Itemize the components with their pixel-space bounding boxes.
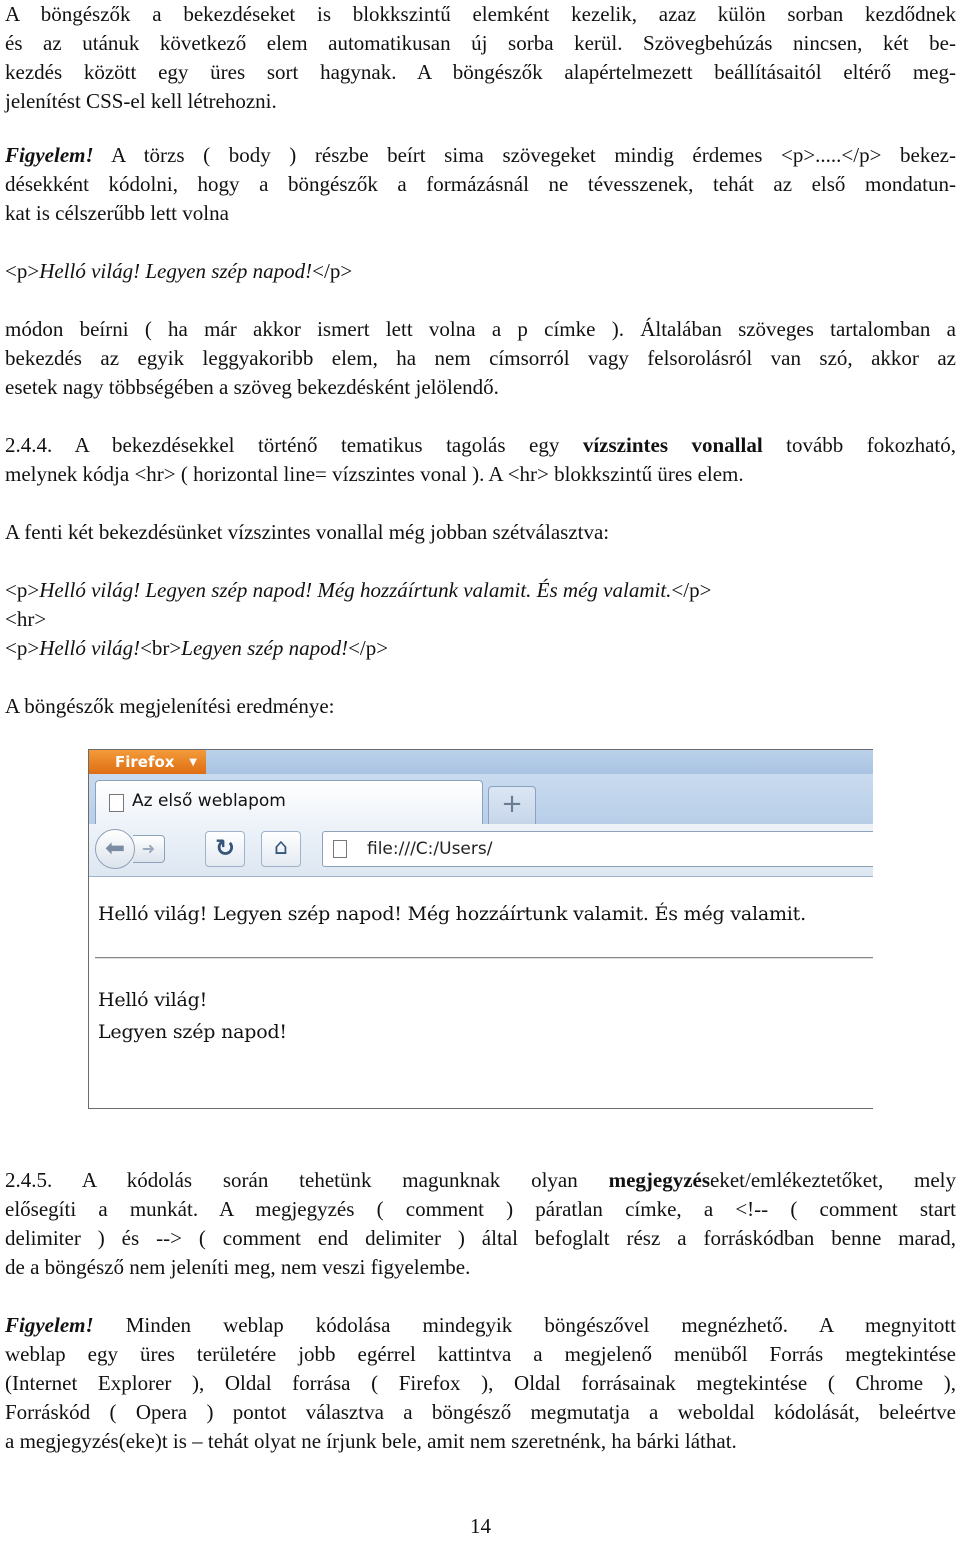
text-line: jelenítést CSS-el kell létrehozni. (5, 89, 277, 113)
code-tag: <hr> (5, 607, 47, 631)
text-line: Forráskód ( Opera ) pontot választva a böngésző megmutatja a weboldal kódolását, beleértve (5, 1400, 956, 1424)
dropdown-arrow-icon: ▼ (189, 757, 197, 768)
code-example-paragraph (5, 257, 956, 286)
back-button[interactable]: ⬅ (95, 829, 135, 869)
paragraph-warning-source (5, 1311, 956, 1456)
text-line: A törzs ( body ) részbe beírt sima szövegeket mindig érdemes <p>.....</p> bekez- (93, 143, 956, 167)
code-text: Helló világ! (39, 636, 141, 660)
browser-titlebar (89, 750, 873, 774)
page-icon (333, 840, 347, 858)
page-number: 14 (470, 1514, 491, 1538)
browser-content (89, 877, 873, 1108)
rendered-paragraph-1: Helló világ! Legyen szép napod! Még hozzáírtunk valamit. És még valamit. (98, 903, 806, 925)
paragraph-result-intro (5, 692, 956, 721)
bold-term: vízszintes vonallal (582, 433, 763, 457)
navigation-toolbar (89, 824, 873, 877)
code-tag: </p> (312, 259, 353, 283)
text-line: (Internet Explorer ), Oldal forrása ( Firefox ), Oldal forrásainak megtekintése ( Chrome ), (5, 1371, 956, 1395)
code-text: Legyen szép napod! (181, 636, 349, 660)
code-text: Helló világ! Legyen szép napod! Még hozzáírtunk valamit. És még valamit. (39, 578, 672, 602)
browser-screenshot (88, 749, 873, 1109)
bold-term: megjegyzés (608, 1168, 711, 1192)
text-run: tovább fokozható, (762, 433, 956, 457)
code-tag: <p> (5, 636, 40, 660)
rendered-horizontal-rule (95, 957, 873, 959)
paragraph-block-elements (5, 0, 956, 116)
reload-button[interactable]: ↻ (205, 831, 245, 867)
text-line: de a böngésző nem jeleníti meg, nem veszi figyelembe. (5, 1255, 471, 1279)
warning-label: Figyelem! (5, 1313, 94, 1337)
text-line: módon beírni ( ha már akkor ismert lett volna a p címke ). Általában szöveges tartalomban a (5, 317, 956, 341)
code-tag: <p> (5, 578, 40, 602)
rendered-paragraph-2-line-1: Helló világ! (98, 989, 208, 1011)
section-2-4-5 (5, 1166, 956, 1282)
text-line: désekként kódolni, hogy a böngészők a formázásnál ne tévesszenek, tehát az első mondatun- (5, 172, 956, 196)
text-line: bekezdés az egyik leggyakoribb elem, ha nem címsorról vagy felsorolásról van szó, akkor az (5, 346, 956, 370)
tab-strip (89, 774, 873, 824)
code-tag: </p> (671, 578, 712, 602)
forward-button[interactable]: ➜ (133, 835, 165, 863)
page-icon (109, 794, 124, 812)
paragraph-hr-intro (5, 518, 956, 547)
section-2-4-4 (5, 431, 956, 489)
text-line: A böngészők a bekezdéseket is blokkszintű elemként kezelik, azaz külön sorban kezdődnek (5, 2, 956, 26)
text-line: elősegíti a munkát. A megjegyzés ( comment ) páratlan címke, a <!-- ( comment start (5, 1197, 956, 1221)
url-text: file:///C:/Users/ (367, 839, 493, 859)
text-run: 2.4.5. A kódolás során tehetünk magunknak olyan (5, 1168, 609, 1192)
text-line: esetek nagy többségében a szöveg bekezdésként jelölendő. (5, 375, 499, 399)
text-line: weblap egy üres területére jobb egérrel kattintva a megjelenő menüből Forrás megtekintése (5, 1342, 956, 1366)
rendered-paragraph-2-line-2: Legyen szép napod! (98, 1021, 287, 1043)
text-line: kezdés között egy üres sort hagynak. A böngészők alapértelmezett beállításaitól eltérő meg- (5, 60, 956, 84)
paragraph-p-tag-usage (5, 315, 956, 402)
url-bar[interactable] (322, 831, 873, 867)
home-button[interactable]: ⌂ (261, 831, 301, 867)
text-run: 2.4.4. A bekezdésekkel történő tematikus tagolás egy (5, 433, 583, 457)
tab-title: Az első weblapom (132, 791, 286, 811)
code-text: Helló világ! Legyen szép napod! (39, 259, 313, 283)
code-tag: <br> (140, 636, 182, 660)
text-line: A böngészők megjelenítési eredménye: (5, 694, 335, 718)
new-tab-button[interactable]: + (488, 786, 536, 824)
code-example-hr (5, 576, 956, 663)
text-run: eket/emlékeztetőket, mely (710, 1168, 956, 1192)
text-line: kat is célszerűbb lett volna (5, 201, 229, 225)
paragraph-warning-body (5, 141, 956, 228)
tab-active[interactable] (95, 780, 483, 824)
text-run: Minden weblap kódolása mindegyik böngészővel megnézhető. A megnyitott (93, 1313, 956, 1337)
code-tag: </p> (348, 636, 389, 660)
warning-label: Figyelem! (5, 143, 94, 167)
text-line: a megjegyzés(eke)t is – tehát olyat ne írjunk bele, amit nem szeretnénk, ha bárki láthat. (5, 1429, 737, 1453)
firefox-menu-label: Firefox (115, 753, 175, 771)
text-line: delimiter ) és --> ( comment end delimiter ) által befoglalt rész a forráskódban benne marad, (5, 1226, 956, 1250)
text-line: A fenti két bekezdésünket vízszintes vonallal még jobban szétválasztva: (5, 520, 610, 544)
text-line: melynek kódja <hr> ( horizontal line= vízszintes vonal ). A <hr> blokkszintű üres elem. (5, 462, 744, 486)
firefox-menu-button[interactable] (89, 750, 206, 774)
text-line: és az utánuk következő elem automatikusan új sorba kerül. Szövegbehúzás nincsen, két be- (5, 31, 956, 55)
code-tag: <p> (5, 259, 40, 283)
